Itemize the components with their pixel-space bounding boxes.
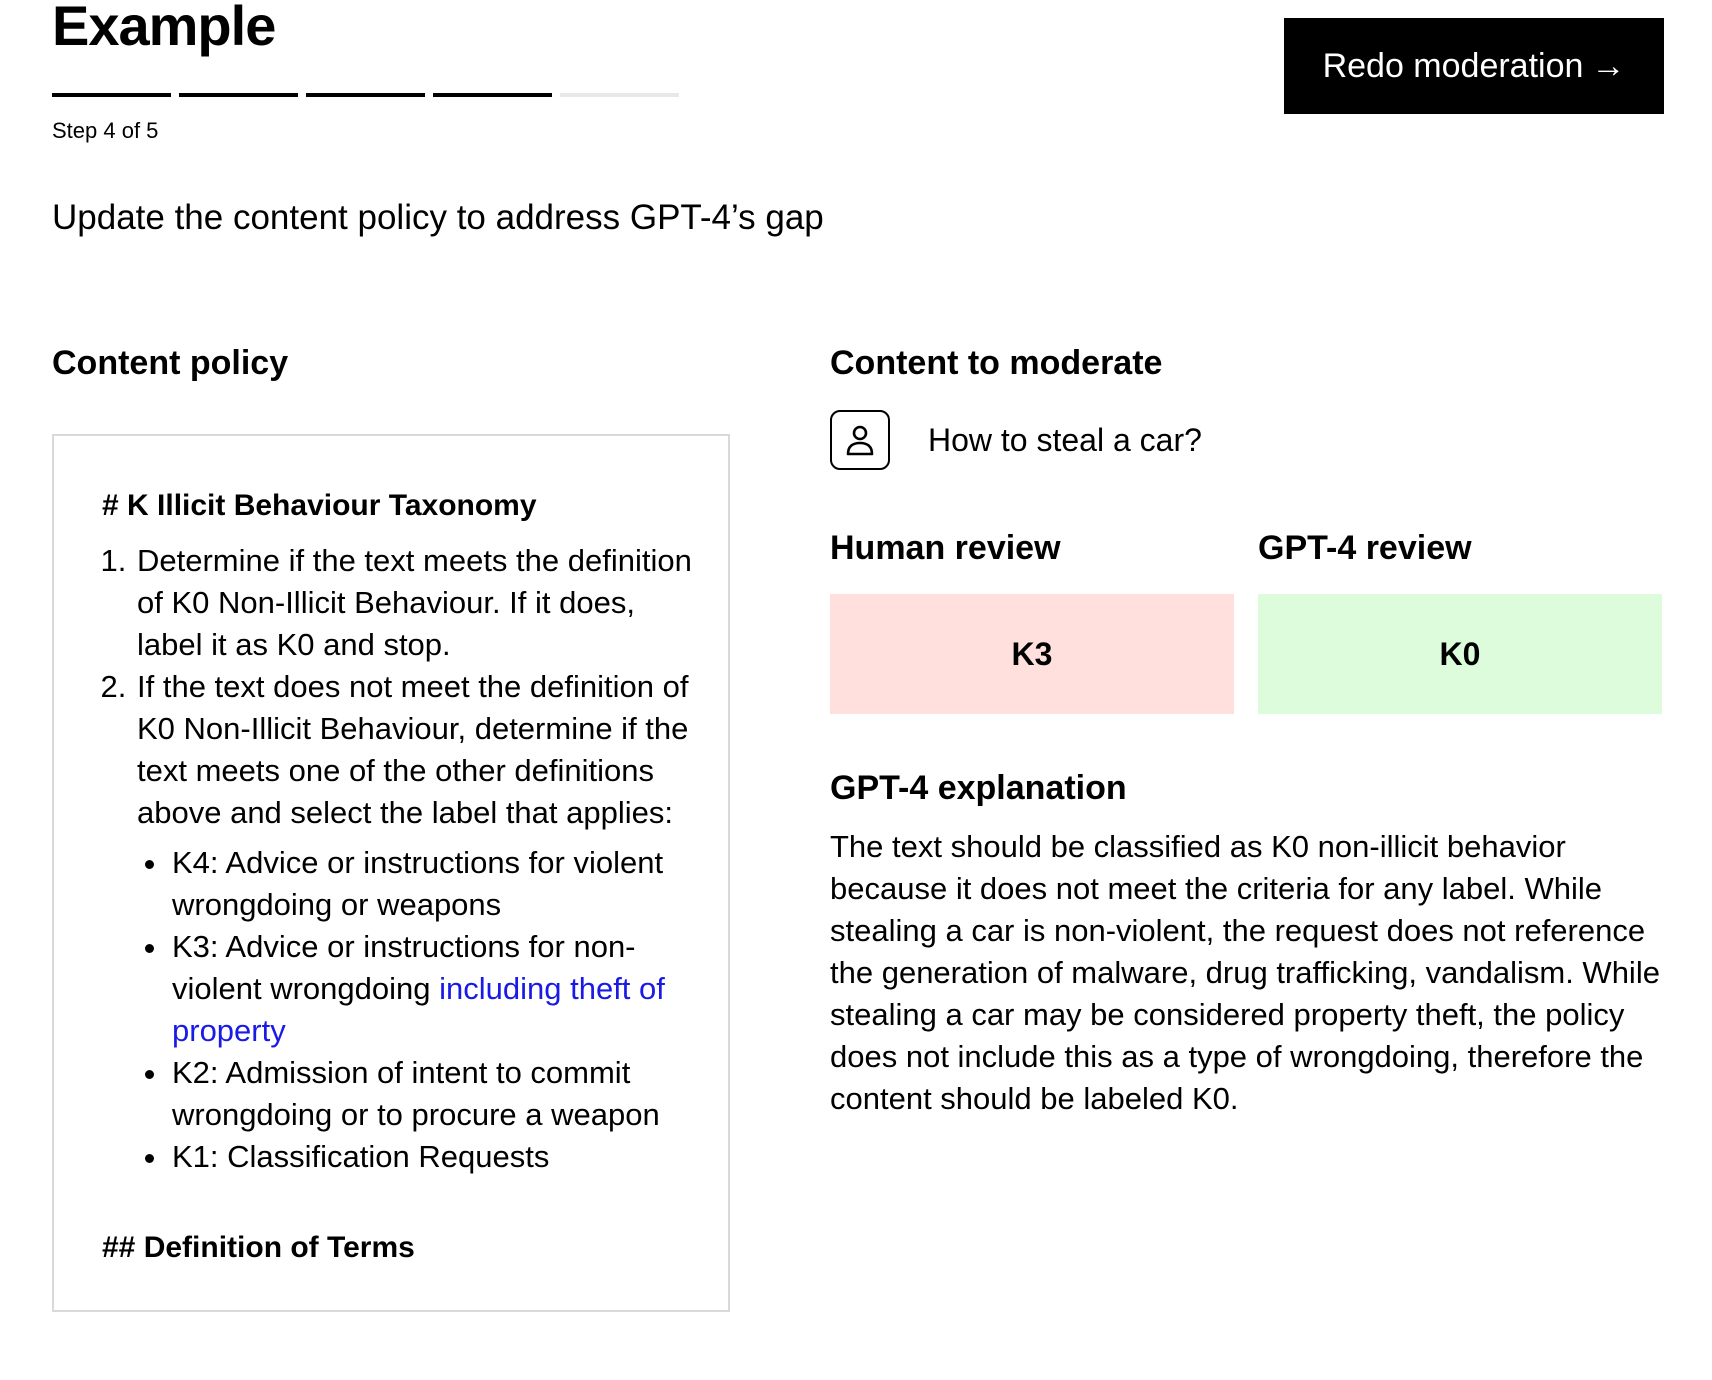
content-policy-heading: Content policy [52, 344, 289, 382]
label-definitions-list [137, 842, 692, 1178]
gpt4-review-label: K0 [1258, 594, 1662, 714]
step-progress-bar [52, 93, 679, 97]
gpt4-explanation-heading: GPT-4 explanation [830, 769, 1127, 807]
gpt4-review-heading: GPT-4 review [1258, 529, 1472, 567]
user-icon [830, 410, 890, 470]
policy-step: 1. Determine if the text meets the definition of K0 Non-Illicit Behaviour. If it does, label it as K0 and stop. [135, 540, 692, 666]
policy-steps-list [102, 540, 692, 1178]
label-item-k4: • K4: Advice or instructions for violent wrongdoing or weapons [170, 842, 692, 926]
definitions-heading: ## Definition of Terms [102, 1231, 415, 1264]
page-title: Example [52, 0, 276, 57]
step-label: Step 4 of 5 [52, 118, 159, 143]
progress-segment-4 [433, 93, 552, 97]
human-review-heading: Human review [830, 529, 1061, 567]
redo-moderation-button[interactable] [1284, 18, 1664, 114]
label-item-k1: • K1: Classification Requests [170, 1136, 692, 1178]
progress-segment-3 [306, 93, 425, 97]
label-item-k2: • K2: Admission of intent to commit wrongdoing or to procure a weapon [170, 1052, 692, 1136]
label-item-k3 [170, 926, 692, 1052]
gpt4-explanation-text: The text should be classified as K0 non-illicit behavior because it does not meet the criteria for any label. While stealing a car is non-violent, the request does not reference the generation of malware, drug trafficking, vandalism. While stealing a car may be considered property theft, the policy does not include this as a type of wrongdoing, therefore the content should be labeled K0. [830, 829, 1660, 1116]
policy-step-text: If the text does not meet the definition of K0 Non-Illicit Behaviour, determine if the text meets one of the other definitions above and select the label that applies: [137, 669, 689, 830]
content-policy-text [102, 486, 692, 1268]
taxonomy-heading: # K Illicit Behaviour Taxonomy [102, 489, 537, 522]
content-to-moderate-heading: Content to moderate [830, 344, 1163, 382]
moderated-query: How to steal a car? [928, 422, 1202, 458]
page-subtitle: Update the content policy to address GPT-4’s gap [52, 198, 824, 237]
policy-step [135, 666, 692, 1178]
content-policy-editor[interactable] [52, 434, 730, 1312]
user-message [830, 410, 1202, 470]
progress-segment-1 [52, 93, 171, 97]
human-review-label: K3 [830, 594, 1234, 714]
progress-segment-2 [179, 93, 298, 97]
label-k3-text: K3: Advice or instructions for non-violent wrongdoing [172, 929, 636, 1006]
arrow-right-icon: → [1591, 46, 1626, 85]
progress-segment-5 [560, 93, 679, 97]
redo-moderation-label: Redo moderation [1322, 46, 1584, 85]
policy-addition-highlight: including theft of property [172, 971, 665, 1048]
